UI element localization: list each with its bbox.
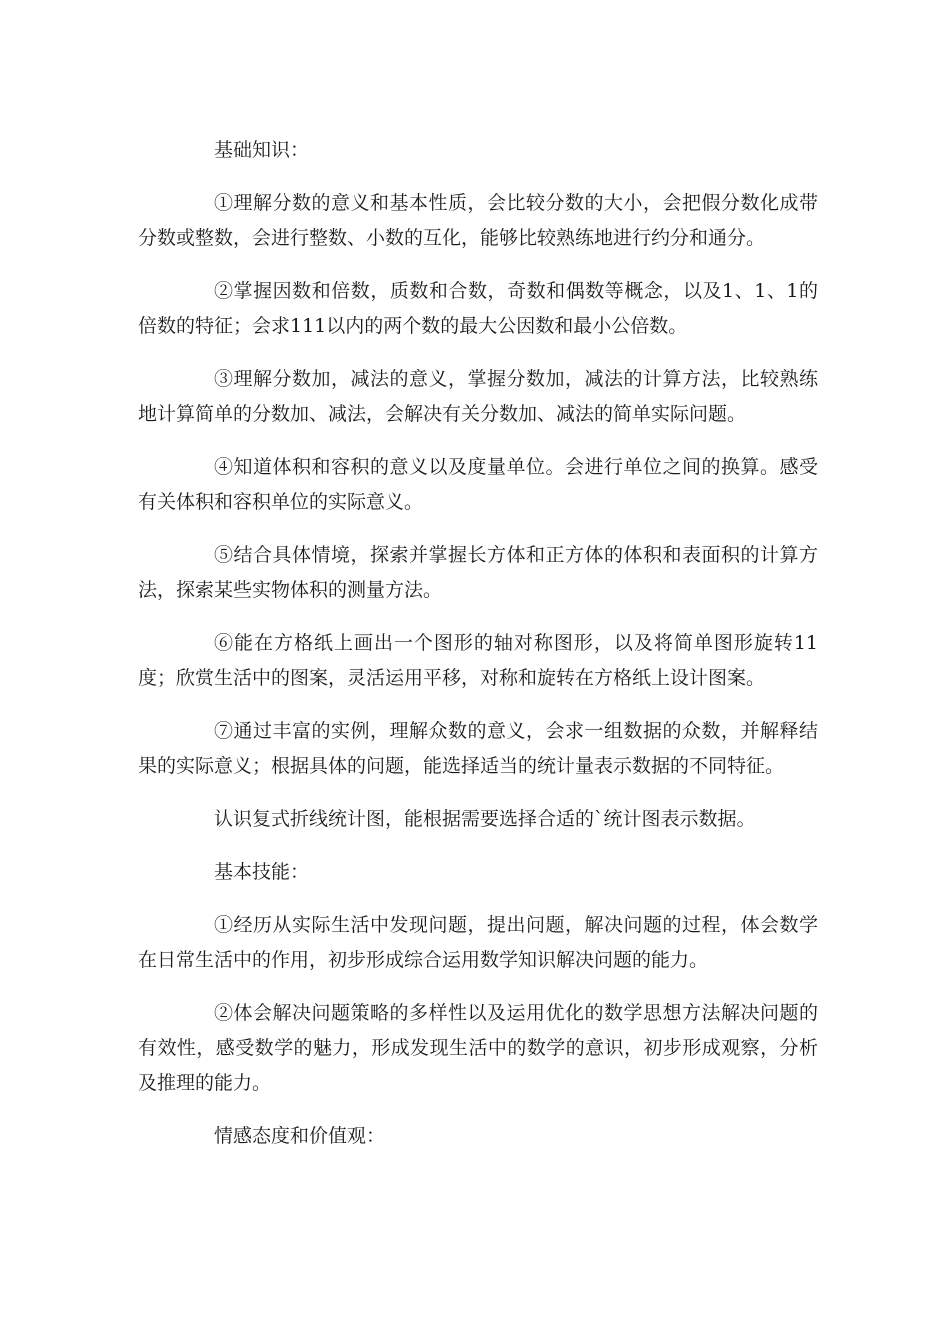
paragraph-volume-capacity: ④知道体积和容积的意义以及度量单位。会进行单位之间的换算。感受有关体积和容积单位的实际意义。 — [138, 456, 818, 513]
paragraph-cuboid-cube: ⑤结合具体情境，探索并掌握长方体和正方体的体积和表面积的计算方法，探索某些实物体积的测量方法。 — [138, 544, 818, 601]
paragraph-problem-solving: ①经历从实际生活中发现问题，提出问题，解决问题的过程，体会数学在日常生活中的作用，初步形成综合运用数学知识解决问题的能力。 — [138, 914, 818, 971]
paragraph-symmetry-rotation: ⑥能在方格纸上画出一个图形的轴对称图形，以及将简单图形旋转11度；欣赏生活中的图案，灵活运用平移，对称和旋转在方格纸上设计图案。 — [138, 632, 818, 689]
heading-basic-knowledge: 基础知识： — [214, 139, 310, 161]
paragraph-mode-statistics: ⑦通过丰富的实例，理解众数的意义，会求一组数据的众数，并解释结果的实际意义；根据具体的问题，能选择适当的统计量表示数据的不同特征。 — [138, 720, 818, 777]
paragraph-fractions: ①理解分数的意义和基本性质，会比较分数的大小，会把假分数化成带分数或整数，会进行整数、小数的互化，能够比较熟练地进行约分和通分。 — [138, 192, 818, 249]
paragraph-line-chart: 认识复式折线统计图，能根据需要选择合适的`统计图表示数据。 — [214, 808, 756, 830]
heading-basic-skills: 基本技能： — [214, 861, 310, 883]
paragraph-factors-multiples: ②掌握因数和倍数，质数和合数，奇数和偶数等概念，以及1、1、1的倍数的特征；会求111以内的两个数的最大公因数和最小公倍数。 — [138, 280, 818, 337]
document-body — [138, 133, 818, 1172]
heading-attitudes-values: 情感态度和价值观： — [214, 1125, 386, 1147]
paragraph-fraction-addition: ③理解分数加，减法的意义，掌握分数加，减法的计算方法，比较熟练地计算简单的分数加、减法，会解决有关分数加、减法的简单实际问题。 — [138, 368, 818, 425]
paragraph-strategy-diversity: ②体会解决问题策略的多样性以及运用优化的数学思想方法解决问题的有效性，感受数学的魅力，形成发现生活中的数学的意识，初步形成观察，分析及推理的能力。 — [138, 1002, 818, 1094]
